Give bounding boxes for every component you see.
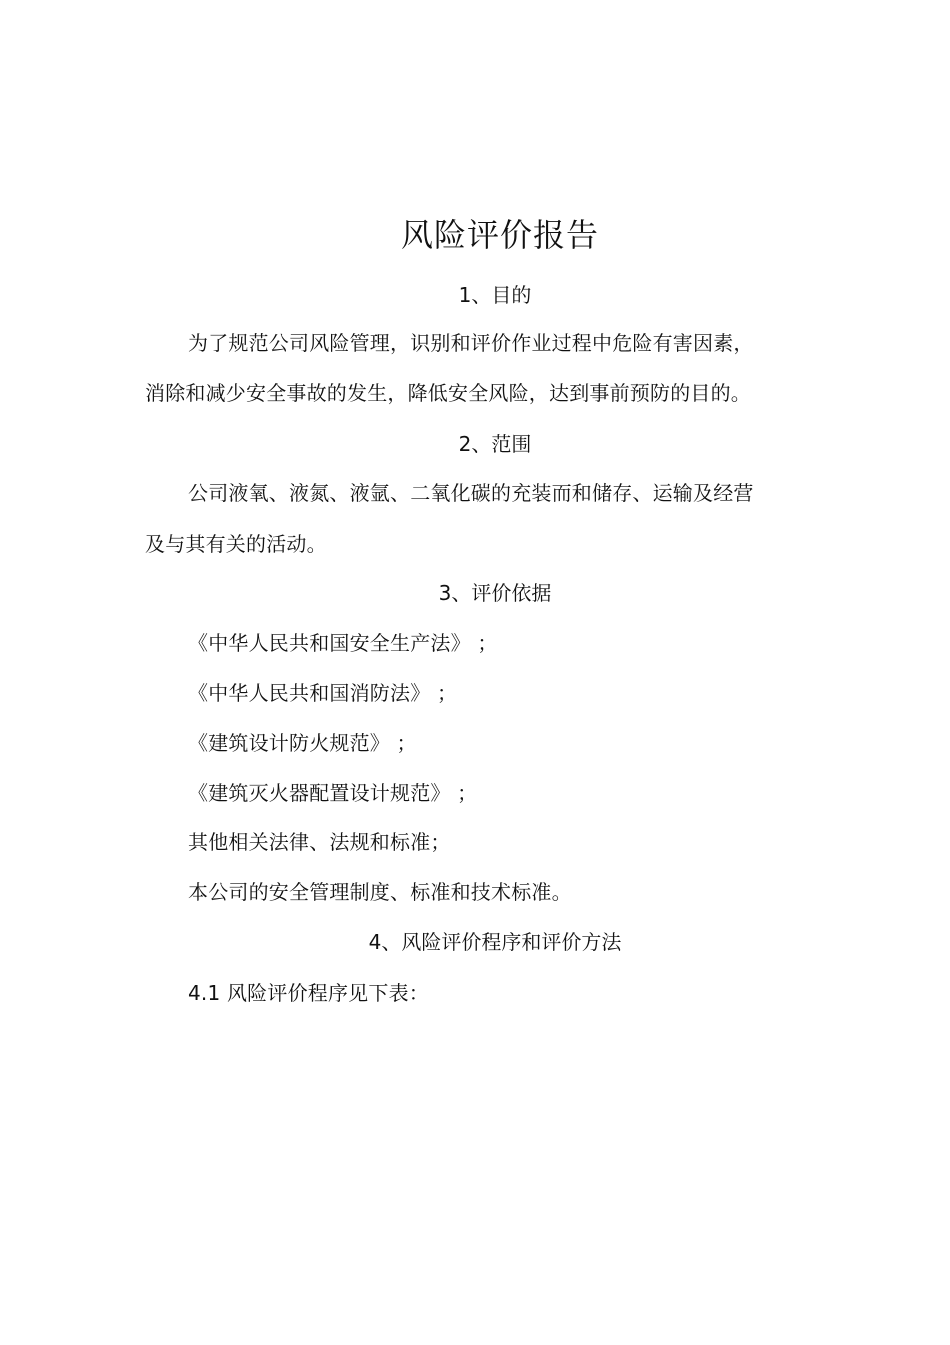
list-item: 《中华人民共和国安全生产法》 ； (188, 631, 498, 655)
paragraph-line: 公司液氧、液氮、液氩、二氧化碳的充装而和储存、运输及经营 (188, 481, 754, 505)
list-item: 本公司的安全管理制度、标准和技术标准。 (188, 880, 572, 904)
section-heading-scope: 2、范围 (458, 432, 532, 456)
list-item: 其他相关法律、法规和标准； (188, 830, 451, 854)
list-item: 《建筑灭火器配置设计规范》 ； (188, 781, 478, 805)
section-heading-purpose: 1、目的 (458, 283, 532, 307)
paragraph-line: 消除和减少安全事故的发生，降低安全风险，达到事前预防的目的。 (145, 381, 751, 405)
section-heading-basis: 3、评价依据 (438, 581, 552, 605)
paragraph-line: 及与其有关的活动。 (145, 532, 327, 556)
section-heading-method: 4、风险评价程序和评价方法 (368, 930, 622, 954)
paragraph-line: 4.1 风险评价程序见下表： (188, 981, 429, 1005)
list-item: 《建筑设计防火规范》 ； (188, 731, 417, 755)
page-title: 风险评价报告 (400, 216, 599, 254)
list-item: 《中华人民共和国消防法》 ； (188, 681, 458, 705)
paragraph-line: 为了规范公司风险管理，识别和评价作业过程中危险有害因素， (188, 331, 754, 355)
